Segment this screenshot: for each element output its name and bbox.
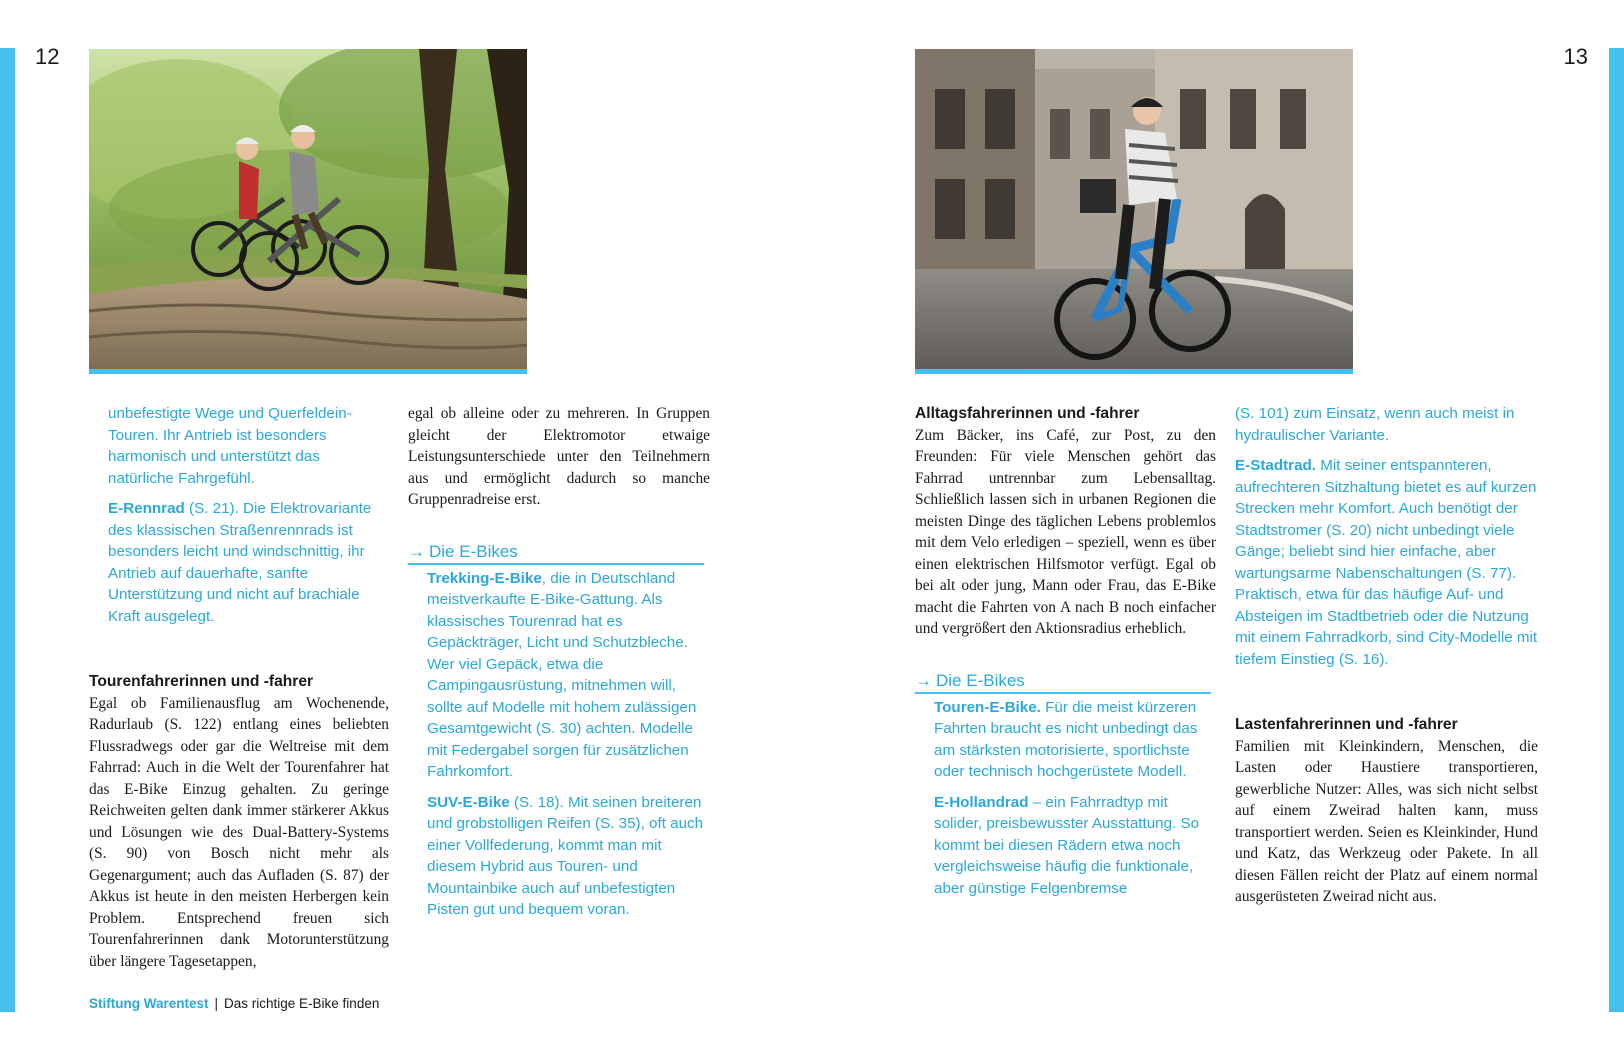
alltag-text: Zum Bäcker, ins Café, zur Post, zu den Freunden: Für viele Menschen gehört das Fahrrad untrennbar zum Lebensalltag. Schließlich lassen sich in urbanen Regionen die meisten Dinge des täglichen Lebens problemlos mit dem Velo erledigen – speziell, wenn es über einen elektrischen Hilfsmotor verfügt. Egal ob bei alt oder jung, Mann oder Frau, das E-Bike macht die Fahrten von A nach B noch einfacher und vergrößert den Aktionsradius erheblich. <box>915 426 1216 637</box>
suv-entry <box>427 792 710 921</box>
arrow-right-icon: → <box>408 541 425 561</box>
column-1 <box>89 403 389 972</box>
erennrad-entry <box>108 498 389 627</box>
tour-heading: Tourenfahrerinnen und -fahrer <box>89 673 314 690</box>
tour-text: Egal ob Familienausflug am Wochenende, Radurlaub (S. 122) entlang eines beliebten Flussradwegs oder gar die Weltreise mit dem Fahrrad: Auch in die Welt der Tourenfahrer hat das E-Bike Einzug gehalten. Zu geringe Reichweiten gelten dank immer stärkerer Akkus und Lösungen wie des Dual-Battery-Systems (S. 90) von Bosch nicht mehr als Gegenargument; auch das Aufladen (S. 87) der Akkus ist heute in den meisten Herbergen kein Problem. Entsprechend freuen sich Tourenfahrerinnen dank Motorunterstützung über längere Tagesetappen, <box>89 694 389 970</box>
page-number-right: 13 <box>1563 44 1588 69</box>
stadt-text: Mit seiner entspannteren, aufrechteren Sitzhaltung bietet es auf kurzen Strecken mehr Komfort. Auch benötigt der Stadtstromer (S. 20) nicht unbedingt viele Gänge; beliebt sind hier einfache, aber wartungsarme Nabenschaltungen (S. 77). Praktisch, etwa für das häufige Auf- und Absteigen im Stadtbetrieb oder die Nutzung mit einem Fahrradkorb, sind City-Modelle mit tiefem Einstieg (S. 16). <box>1235 457 1538 668</box>
footer-separator: | <box>214 996 219 1011</box>
cyclists-forest-photo <box>89 49 527 374</box>
trekking-entry <box>427 568 710 783</box>
col2-continuation: egal ob alleine oder zu mehreren. In Gruppen gleicht der Elektromotor etwaige Leistungsunterschiede unter den Teilnehmern aus und ermöglicht dadurch so manche Gruppenradreise erst. <box>408 405 710 508</box>
touren-entry <box>934 697 1216 783</box>
column-2 <box>408 403 710 921</box>
stadt-label: E-Stadtrad. <box>1235 457 1317 474</box>
page-number-left: 12 <box>35 44 60 69</box>
holland-label: E-Hollandrad <box>934 793 1029 811</box>
erennrad-text: (S. 21). Die Elektrovariante des klassischen Straßenrennrads ist besonders leicht und windschnittig, ihr Antrieb auf dauerhafte, sanfte Unterstützung und nicht auf brachiale Kraft ausgelegt. <box>108 500 372 625</box>
holland-entry <box>934 792 1216 900</box>
arrow-right-icon: → <box>915 670 932 690</box>
touren-text: Für die meist kürzeren Fahrten braucht es nicht unbedingt das am stärksten motorisierte, sportlichste oder technisch hochgerüstete Modell. <box>934 698 1198 780</box>
box-title-label: Die E-Bikes <box>429 541 518 561</box>
erennrad-label: E-Rennrad <box>108 500 185 517</box>
suv-text: (S. 18). Mit seinen breiteren und grobstolligen Reifen (S. 35), oft auch einer Vollfederung, kommt man mit diesem Hybrid aus Touren- und Mountainbike auch auf unbefestigten Pisten gut und bequem voran. <box>427 793 704 918</box>
box-title-label: Die E-Bikes <box>936 670 1025 690</box>
alltag-heading: Alltagsfahrerinnen und -fahrer <box>915 405 1140 422</box>
photo-underline <box>89 369 527 374</box>
right-accent-bar <box>1609 48 1624 1012</box>
holland-text: – ein Fahrradtyp mit solider, preisbewusster Ausstattung. So kommt bei diesen Rädern etwa noch vergleichsweise häufig die funktionale, aber günstige Felgenbremse <box>934 793 1200 897</box>
stadt-entry <box>1235 455 1538 670</box>
footer <box>89 996 379 1011</box>
lasten-heading: Lastenfahrerinnen und -fahrer <box>1235 716 1458 733</box>
col1-continuation: unbefestigte Wege und Querfeldein-Touren. Ihr Antrieb ist besonders harmonisch und unterstützt das natürliche Fahrgefühl. <box>108 405 352 487</box>
column-3 <box>915 403 1216 899</box>
photo-underline <box>915 369 1353 374</box>
touren-label: Touren-E-Bike. <box>934 698 1041 716</box>
trekking-label: Trekking-E-Bike <box>427 569 542 587</box>
col4-continuation: (S. 101) zum Einsatz, wenn auch meist in hydraulischer Variante. <box>1235 405 1515 444</box>
ebikes-box-title <box>915 670 1211 694</box>
footer-title: Das richtige E-Bike finden <box>224 996 380 1011</box>
footer-brand: Stiftung Warentest <box>89 996 209 1011</box>
left-accent-bar <box>0 48 15 1012</box>
column-4 <box>1235 403 1538 908</box>
woman-city-ebike-photo <box>915 49 1353 374</box>
ebikes-box-title <box>408 541 704 565</box>
suv-label: SUV-E-Bike <box>427 793 510 811</box>
lasten-text: Familien mit Kleinkindern, Menschen, die Lasten oder Haustiere transportieren, gewerbliche Nutzer: Alles, was sich nicht selbst auf einem Zweirad halten kann, muss transportiert werden. Seien es Kleinkinder, Hund und Katz, das Werkzeug oder Pakete. In all diesen Fällen reicht der Platz auf einem normal ausgerüsteten Zweirad nicht aus. <box>1235 737 1538 905</box>
trekking-text: , die in Deutschland meistverkaufte E-Bike-Gattung. Als klassisches Tourenrad hat es Gepäckträger, Licht und Schutzbleche. Wer viel Gepäck, etwa die Campingausrüstung, mitnehmen will, sollte auf Modelle mit hohem zulässigen Gesamtgewicht (S. 30) achten. Modelle mit Federgabel sorgen für zusätzlichen Fahrkomfort. <box>427 569 697 780</box>
